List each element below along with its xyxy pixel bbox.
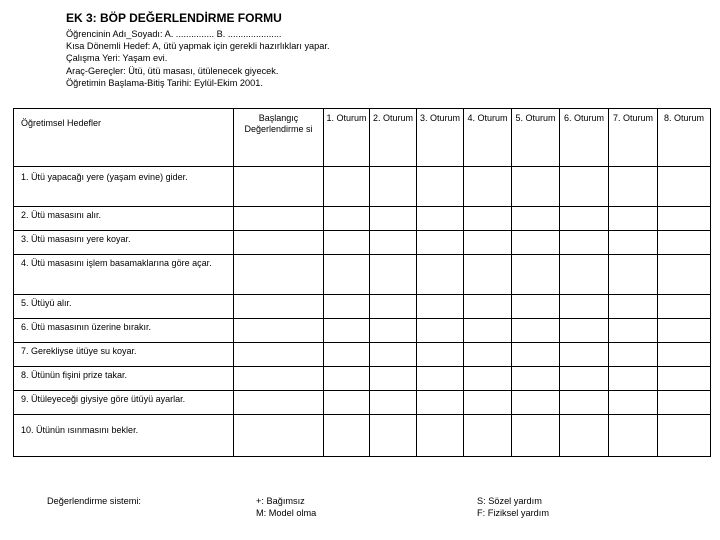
cell: [324, 207, 370, 231]
cell: [609, 391, 658, 415]
cell: [512, 255, 560, 295]
cell: [324, 343, 370, 367]
cell: [512, 367, 560, 391]
cell: [324, 255, 370, 295]
cell: [464, 343, 512, 367]
cell: [658, 231, 711, 255]
cell: [234, 207, 324, 231]
objective-8: 8. Ütünün fişini prize takar.: [14, 367, 234, 391]
cell: [370, 391, 417, 415]
cell: [560, 367, 609, 391]
cell: [464, 415, 512, 457]
cell: [658, 415, 711, 457]
cell: [234, 167, 324, 207]
cell: [417, 367, 464, 391]
info-materials: Araç-Gereçler: Ütü, ütü masası, ütülenecek giyecek.: [66, 65, 279, 76]
info-dates: Öğretimin Başlama-Bitiş Tarihi: Eylül-Ekim 2001.: [66, 77, 263, 88]
cell: [417, 207, 464, 231]
cell: [560, 391, 609, 415]
cell: [609, 167, 658, 207]
session-2-header: 2. Oturum: [370, 109, 417, 167]
cell: [658, 367, 711, 391]
session-3-header: 3. Oturum: [417, 109, 464, 167]
cell: [464, 167, 512, 207]
student-info: [66, 28, 330, 89]
objective-10: 10. Ütünün ısınmasını bekler.: [14, 415, 234, 457]
baseline-header: Başlangıç Değerlendirme si: [234, 109, 324, 167]
objective-2: 2. Ütü masasını alır.: [14, 207, 234, 231]
cell: [370, 231, 417, 255]
cell: [609, 231, 658, 255]
session-7-header: 7. Oturum: [609, 109, 658, 167]
session-1-header: 1. Oturum: [324, 109, 370, 167]
objective-3: 3. Ütü masasını yere koyar.: [14, 231, 234, 255]
table-row: [14, 319, 711, 343]
cell: [658, 207, 711, 231]
objective-4: 4. Ütü masasını işlem basamaklarına göre açar.: [14, 255, 234, 295]
cell: [609, 295, 658, 319]
info-work-place: Çalışma Yeri: Yaşam evi.: [66, 53, 168, 64]
cell: [324, 295, 370, 319]
cell: [609, 343, 658, 367]
cell: [464, 207, 512, 231]
table-header-row: [14, 109, 711, 167]
cell: [512, 391, 560, 415]
cell: [512, 343, 560, 367]
objective-6: 6. Ütü masasının üzerine bırakır.: [14, 319, 234, 343]
objective-1: 1. Ütü yapacağı yere (yaşam evine) gider.: [14, 167, 234, 207]
cell: [234, 231, 324, 255]
cell: [234, 319, 324, 343]
table-row: [14, 167, 711, 207]
cell: [417, 295, 464, 319]
cell: [560, 319, 609, 343]
info-short-term-goal: Kısa Dönemli Hedef: A, ütü yapmak için gerekli hazırlıkları yapar.: [66, 41, 330, 52]
form-title: EK 3: BÖP DEĞERLENDİRME FORMU: [66, 11, 282, 25]
table-row: [14, 207, 711, 231]
cell: [658, 391, 711, 415]
cell: [560, 415, 609, 457]
cell: [464, 319, 512, 343]
session-4-header: 4. Oturum: [464, 109, 512, 167]
session-5-header: 5. Oturum: [512, 109, 560, 167]
table-row: [14, 391, 711, 415]
table-row: [14, 367, 711, 391]
legend-verbal: S: Sözel yardım: [477, 496, 542, 506]
session-6-header: 6. Oturum: [560, 109, 609, 167]
info-student-name: Öğrencinin Adı_Soyadı: A. ............... B. .....................: [66, 29, 282, 39]
evaluation-table: [13, 108, 711, 457]
cell: [609, 415, 658, 457]
cell: [464, 391, 512, 415]
cell: [560, 167, 609, 207]
cell: [560, 343, 609, 367]
cell: [560, 207, 609, 231]
cell: [234, 343, 324, 367]
cell: [234, 295, 324, 319]
cell: [370, 415, 417, 457]
cell: [370, 319, 417, 343]
objective-9: 9. Ütüleyeceği giysiye göre ütüyü ayarlar.: [14, 391, 234, 415]
cell: [370, 255, 417, 295]
cell: [324, 415, 370, 457]
cell: [512, 231, 560, 255]
cell: [464, 367, 512, 391]
cell: [464, 255, 512, 295]
cell: [370, 343, 417, 367]
objective-5: 5. Ütüyü alır.: [14, 295, 234, 319]
legend-independent: +: Bağımsız: [256, 496, 305, 506]
cell: [512, 167, 560, 207]
legend-independent-model: [256, 495, 316, 519]
cell: [324, 391, 370, 415]
objectives-header: Öğretimsel Hedefler: [14, 109, 234, 167]
legend-physical: F: Fiziksel yardım: [477, 508, 549, 518]
cell: [370, 167, 417, 207]
cell: [464, 231, 512, 255]
cell: [234, 391, 324, 415]
cell: [658, 319, 711, 343]
cell: [609, 319, 658, 343]
cell: [324, 231, 370, 255]
cell: [512, 319, 560, 343]
table-row: [14, 255, 711, 295]
cell: [370, 207, 417, 231]
cell: [609, 255, 658, 295]
session-8-header: 8. Oturum: [658, 109, 711, 167]
cell: [658, 255, 711, 295]
cell: [417, 415, 464, 457]
cell: [234, 255, 324, 295]
cell: [417, 343, 464, 367]
objective-7: 7. Gerekliyse ütüye su koyar.: [14, 343, 234, 367]
cell: [512, 415, 560, 457]
cell: [324, 167, 370, 207]
cell: [234, 367, 324, 391]
cell: [560, 295, 609, 319]
cell: [512, 207, 560, 231]
cell: [234, 415, 324, 457]
cell: [417, 255, 464, 295]
table-row: [14, 415, 711, 457]
cell: [658, 167, 711, 207]
table-row: [14, 231, 711, 255]
cell: [512, 295, 560, 319]
cell: [417, 231, 464, 255]
cell: [609, 367, 658, 391]
cell: [417, 319, 464, 343]
cell: [658, 343, 711, 367]
cell: [560, 231, 609, 255]
cell: [417, 167, 464, 207]
legend-verbal-physical: [477, 495, 549, 519]
legend-label: Değerlendirme sistemi:: [47, 496, 141, 506]
cell: [324, 319, 370, 343]
cell: [370, 295, 417, 319]
table-row: [14, 295, 711, 319]
cell: [658, 295, 711, 319]
cell: [560, 255, 609, 295]
cell: [417, 391, 464, 415]
cell: [609, 207, 658, 231]
table-row: [14, 343, 711, 367]
cell: [370, 367, 417, 391]
cell: [324, 367, 370, 391]
cell: [464, 295, 512, 319]
legend-model: M: Model olma: [256, 508, 317, 518]
